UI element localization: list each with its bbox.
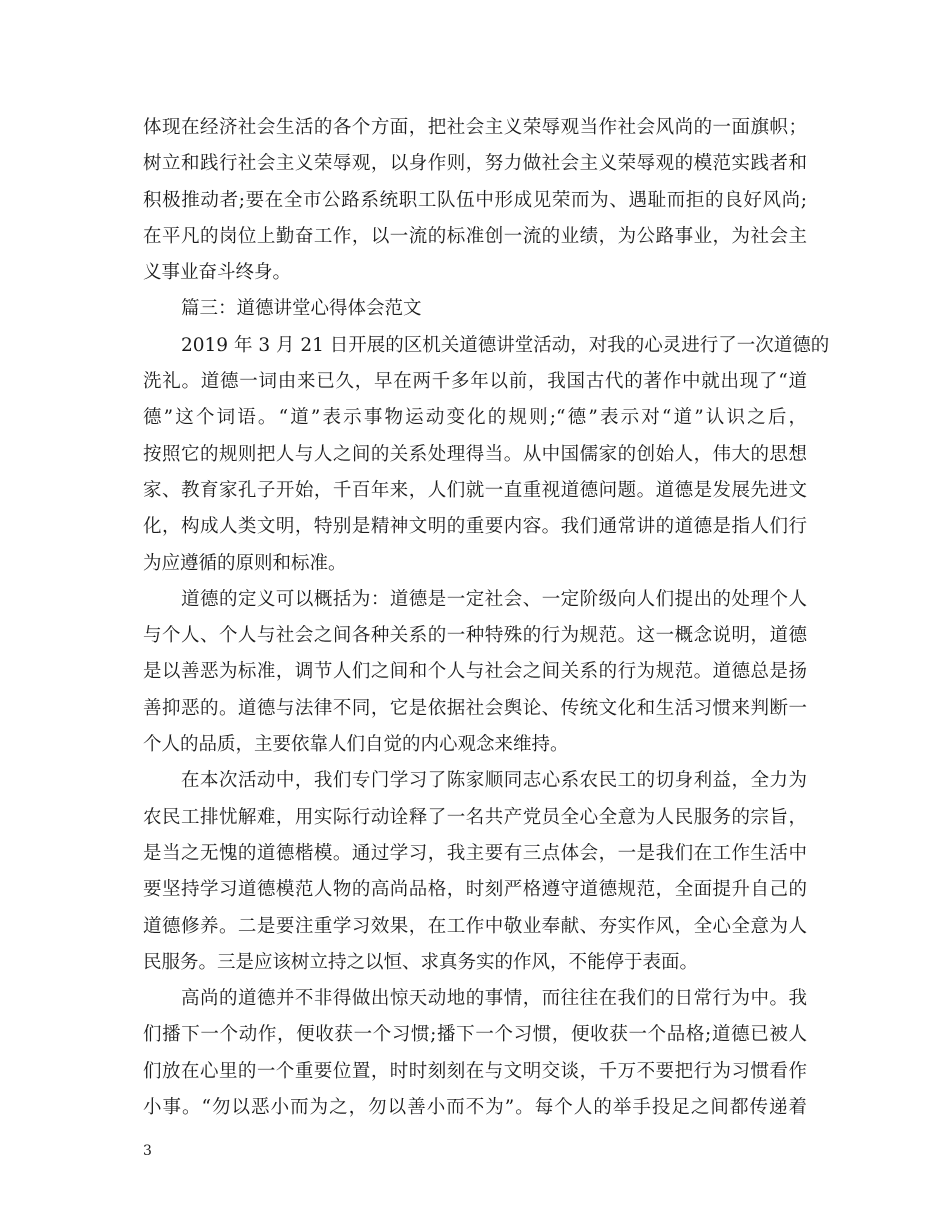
text-line: 善抑恶的。道德与法律不同，它是依据社会舆论、传统文化和生活习惯来判断一 bbox=[143, 697, 807, 719]
text-line: 在平凡的岗位上勤奋工作，以一流的标准创一流的业绩，为公路事业，为社会主 bbox=[143, 225, 807, 247]
text-line: 个人的品质，主要依靠人们自觉的内心观念来维持。 bbox=[143, 734, 569, 756]
text-line: 们播下一个动作，便收获一个习惯;播下一个习惯，便收获一个品格;道德已被人 bbox=[143, 1024, 807, 1046]
text-line: 与个人、个人与社会之间各种关系的一种特殊的行为规范。这一概念说明，道德 bbox=[143, 625, 807, 647]
text-line: 洗礼。道德一词由来已久，早在两千多年以前，我国古代的著作中就出现了“道 bbox=[143, 371, 807, 393]
text-line: 树立和践行社会主义荣辱观，以身作则，努力做社会主义荣辱观的模范实践者和 bbox=[143, 153, 807, 175]
text-line: 在本次活动中，我们专门学习了陈家顺同志心系农民工的切身利益，全力为 bbox=[181, 770, 807, 792]
section-heading: 篇三：道德讲堂心得体会范文 bbox=[181, 298, 422, 320]
text-line: 2019 年 3 月 21 日开展的区机关道德讲堂活动，对我的心灵进行了一次道德的 bbox=[181, 334, 830, 356]
text-line: 积极推动者;要在全市公路系统职工队伍中形成见荣而为、遇耻而拒的良好风尚; bbox=[143, 189, 807, 211]
text-line: 们放在心里的一个重要位置，时时刻刻在与文明交谈，千万不要把行为习惯看作 bbox=[143, 1060, 807, 1082]
text-line: 民服务。三是应该树立持之以恒、求真务实的作风，不能停于表面。 bbox=[143, 951, 699, 973]
text-line: 道德修养。二是要注重学习效果，在工作中敬业奉献、夯实作风，全心全意为人 bbox=[143, 915, 807, 937]
text-line: 义事业奋斗终身。 bbox=[143, 262, 292, 284]
text-line: 是以善恶为标准，调节人们之间和个人与社会之间关系的行为规范。道德总是扬 bbox=[143, 661, 807, 683]
text-line: 为应遵循的原则和标准。 bbox=[143, 552, 347, 574]
text-line: 农民工排忧解难，用实际行动诠释了一名共产党员全心全意为人民服务的宗旨， bbox=[143, 806, 807, 828]
page-number: 3 bbox=[143, 1143, 152, 1159]
text-line: 化，构成人类文明，特别是精神文明的重要内容。我们通常讲的道德是指人们行 bbox=[143, 516, 807, 538]
document-body bbox=[143, 110, 830, 1126]
text-line: 高尚的道德并不非得做出惊天动地的事情，而往往在我们的日常行为中。我 bbox=[181, 988, 807, 1010]
text-line: 道德的定义可以概括为：道德是一定社会、一定阶级向人们提出的处理个人 bbox=[181, 588, 807, 610]
text-line: 按照它的规则把人与人之间的关系处理得当。从中国儒家的创始人，伟大的思想 bbox=[143, 443, 807, 465]
text-line: 是当之无愧的道德楷模。通过学习，我主要有三点体会，一是我们在工作生活中 bbox=[143, 842, 807, 864]
text-line: 小事。“勿以恶小而为之，勿以善小而不为”。每个人的举手投足之间都传递着 bbox=[143, 1097, 807, 1119]
text-line: 德”这个词语。“道”表示事物运动变化的规则;“德”表示对“道”认识之后， bbox=[143, 407, 807, 429]
text-line: 要坚持学习道德模范人物的高尚品格，时刻严格遵守道德规范，全面提升自己的 bbox=[143, 879, 807, 901]
text-line: 体现在经济社会生活的各个方面，把社会主义荣辱观当作社会风尚的一面旗帜； bbox=[143, 117, 807, 138]
text-line: 家、教育家孔子开始，千百年来，人们就一直重视道德问题。道德是发展先进文 bbox=[143, 479, 807, 501]
